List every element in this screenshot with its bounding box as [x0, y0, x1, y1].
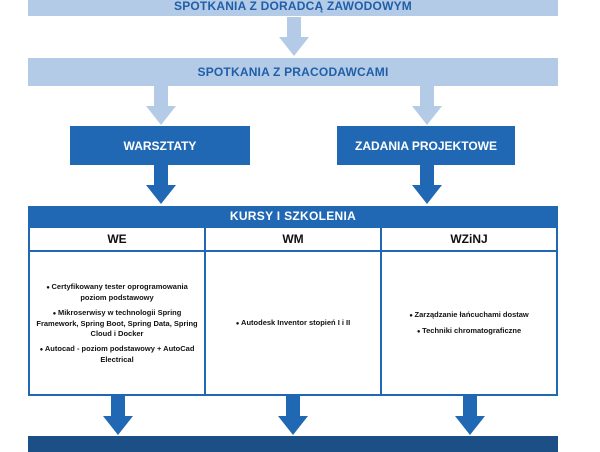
list-item: ● Autodesk Inventor stopień I i II: [236, 318, 350, 329]
arrow-down-light-right: [411, 86, 443, 126]
project-tasks-box: [337, 126, 515, 165]
column-wzinj-header: [382, 228, 556, 252]
column-we-list: [36, 277, 198, 370]
column-wm-body: [206, 252, 380, 394]
employer-meetings-label: SPOTKANIA Z PRACODAWCAMI: [197, 65, 389, 79]
column-wm-header: [206, 228, 380, 252]
list-item: ● Techniki chromatograficzne: [409, 326, 529, 337]
list-item: ● Mikroserwisy w technologii Spring Framework, Spring Boot, Spring Data, Spring Cloud i Docker: [36, 308, 198, 339]
column-wm: [204, 226, 382, 396]
column-we: [28, 226, 206, 396]
courses-title-label: KURSY I SZKOLENIA: [229, 209, 357, 223]
column-we-body: [30, 252, 204, 394]
arrow-down-light-left: [145, 86, 177, 126]
employer-meetings-box: [28, 58, 558, 86]
arrow-down-dark-bottom-1: [102, 396, 134, 436]
list-item: ● Zarządzanie łańcuchami dostaw: [409, 310, 529, 321]
column-wzinj-body: [382, 252, 556, 394]
advisor-meetings-box: [28, 0, 558, 16]
column-wm-list: [236, 313, 350, 334]
workshops-box: [70, 126, 250, 165]
list-item: ● Autocad - poziom podstawowy + AutoCad Electrical: [36, 344, 198, 365]
column-we-header: [30, 228, 204, 252]
arrow-down-dark-right: [411, 165, 443, 205]
arrow-down-light-1: [278, 17, 310, 57]
arrow-down-dark-bottom-2: [277, 396, 309, 436]
advisor-meetings-label: SPOTKANIA Z DORADCĄ ZAWODOWYM: [173, 0, 412, 13]
courses-title: [28, 206, 558, 226]
column-wzinj-list: [409, 305, 529, 342]
column-wzinj-header-label: WZiNJ: [450, 232, 488, 246]
workshops-label: WARSZTATY: [123, 138, 197, 153]
column-wzinj: [380, 226, 558, 396]
arrow-down-dark-bottom-3: [454, 396, 486, 436]
list-item: ● Certyfikowany tester oprogramowania poziom podstawowy: [36, 282, 198, 303]
project-tasks-label: ZADANIA PROJEKTOWE: [354, 138, 497, 153]
column-we-header-label: WE: [107, 232, 127, 246]
arrow-down-dark-left: [145, 165, 177, 205]
column-wm-header-label: WM: [282, 232, 304, 246]
